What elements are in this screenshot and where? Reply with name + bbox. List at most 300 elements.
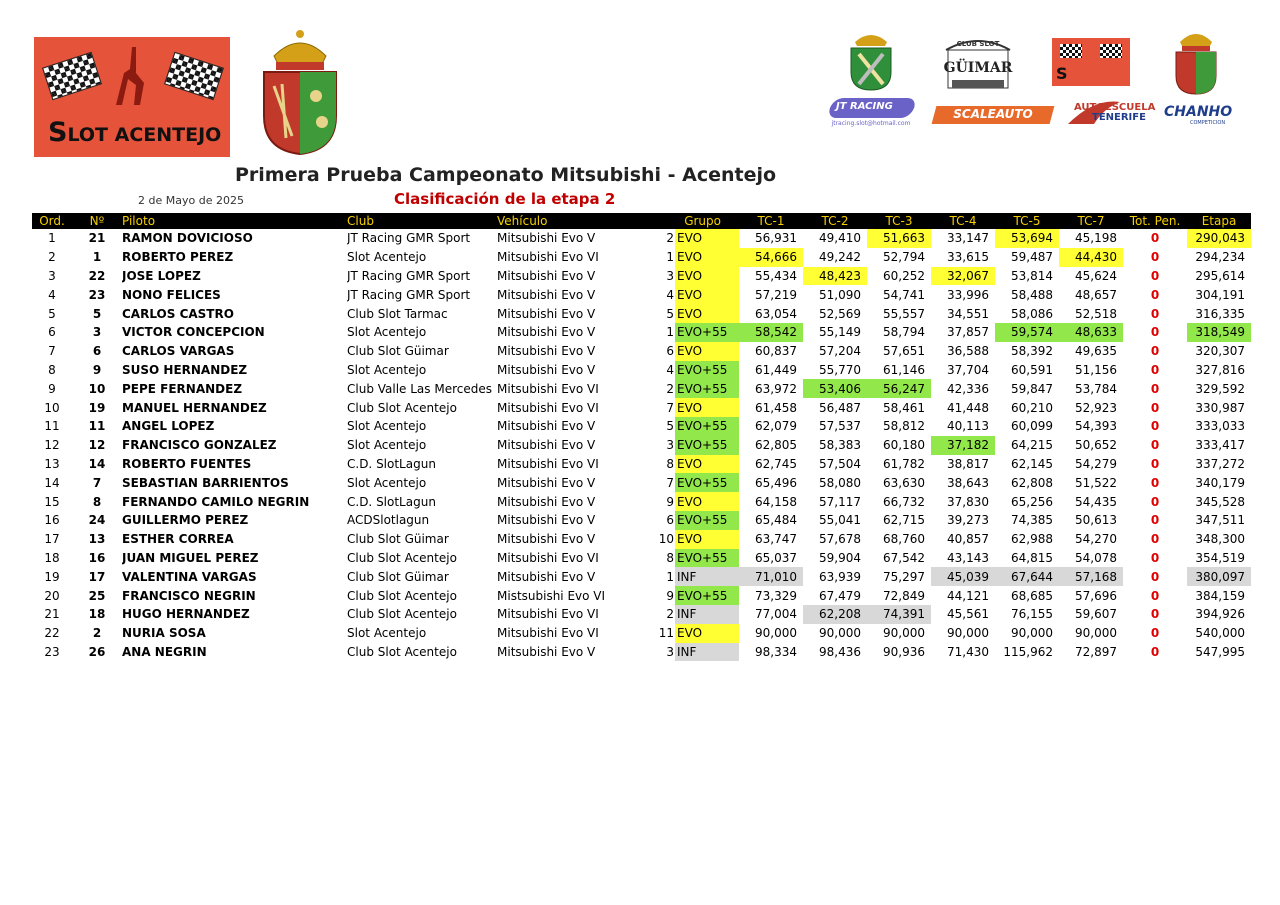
slot-acentejo-logo xyxy=(34,37,230,157)
cell-ord: 14 xyxy=(44,475,60,490)
cell-etapa: 340,179 xyxy=(1195,475,1245,490)
col-ord-header: Ord. xyxy=(32,213,72,229)
table-row xyxy=(32,267,1251,286)
cell-tc4: 42,336 xyxy=(947,381,989,396)
cell-ord: 9 xyxy=(48,381,56,396)
cell-penalty: 0 xyxy=(1150,588,1160,603)
cell-vehiculo: Mistsubishi Evo VI xyxy=(497,588,606,603)
racer-figure-icon xyxy=(112,43,156,113)
slot-acentejo-wordmark: SLOT ACENTEJO xyxy=(48,117,222,148)
cell-grupo: EVO xyxy=(675,267,739,286)
cell-penalty: 0 xyxy=(1150,456,1160,471)
cell-piloto: FERNANDO CAMILO NEGRIN xyxy=(122,494,310,509)
cell-group-position: 3 xyxy=(666,438,674,453)
cell-tc5: 58,392 xyxy=(1011,344,1053,359)
cell-penalty: 0 xyxy=(1150,607,1160,622)
cell-tc2: 98,436 xyxy=(819,644,861,659)
cell-vehiculo: Mitsubishi Evo V xyxy=(497,325,596,340)
cell-group-position: 1 xyxy=(666,569,674,584)
cell-piloto: RAMON DOVICIOSO xyxy=(122,231,253,246)
cell-tc5: 53,814 xyxy=(1011,268,1053,283)
cell-num: 19 xyxy=(88,400,106,415)
cell-tc4: 44,121 xyxy=(947,588,989,603)
cell-tc7: 48,633 xyxy=(1059,323,1123,342)
cell-tc5: 62,808 xyxy=(1011,475,1053,490)
cell-tc5: 60,591 xyxy=(1011,362,1053,377)
cell-club: Club Slot Acentejo xyxy=(347,644,457,659)
cell-num: 13 xyxy=(88,532,106,547)
table-row xyxy=(32,398,1251,417)
cell-group-position: 4 xyxy=(666,287,674,302)
cell-club: Club Slot Acentejo xyxy=(347,400,457,415)
cell-tc4: 43,143 xyxy=(947,550,989,565)
cell-club: Club Slot Tarmac xyxy=(347,306,448,321)
cell-etapa: 354,519 xyxy=(1195,550,1245,565)
cell-penalty: 0 xyxy=(1150,419,1160,434)
cell-ord: 17 xyxy=(44,532,60,547)
cell-tc1: 65,037 xyxy=(755,550,797,565)
col-tc2-header: TC-2 xyxy=(803,213,867,229)
cell-tc7: 57,696 xyxy=(1075,588,1117,603)
cell-num: 17 xyxy=(88,569,106,584)
cell-group-position: 11 xyxy=(658,626,674,641)
cell-tc2: 90,000 xyxy=(819,626,861,641)
cell-num: 7 xyxy=(92,475,102,490)
cell-penalty: 0 xyxy=(1150,325,1160,340)
cell-tc3: 61,146 xyxy=(883,362,925,377)
cell-ord: 22 xyxy=(44,626,60,641)
cell-num: 22 xyxy=(88,268,106,283)
cell-tc5: 60,210 xyxy=(1011,400,1053,415)
cell-tc5: 59,847 xyxy=(1011,381,1053,396)
cell-tc7: 59,607 xyxy=(1075,607,1117,622)
jt-racing-email: jtracing.slot@hotmail.com xyxy=(831,120,911,127)
cell-grupo: EVO xyxy=(675,492,739,511)
cell-tc3: 63,630 xyxy=(883,475,925,490)
cell-etapa: 318,549 xyxy=(1187,323,1251,342)
cell-group-position: 1 xyxy=(666,250,674,265)
cell-tc5: 115,962 xyxy=(1003,644,1053,659)
cell-club: JT Racing GMR Sport xyxy=(347,231,471,246)
table-row xyxy=(32,285,1251,304)
cell-tc2: 48,423 xyxy=(803,267,867,286)
cell-num: 23 xyxy=(88,287,106,302)
table-row xyxy=(32,624,1251,643)
col-penalty-header: Tot. Pen. xyxy=(1123,213,1187,229)
cell-tc1: 65,484 xyxy=(755,513,797,528)
cell-tc5: 64,215 xyxy=(1011,438,1053,453)
cell-tc3: 90,936 xyxy=(883,644,925,659)
cell-tc1: 73,329 xyxy=(755,588,797,603)
cell-etapa: 380,097 xyxy=(1187,567,1251,586)
cell-vehiculo: Mitsubishi Evo V xyxy=(497,513,596,528)
cell-tc4: 37,857 xyxy=(947,325,989,340)
cell-tc5: 74,385 xyxy=(1011,513,1053,528)
cell-ord: 13 xyxy=(44,456,60,471)
cell-num: 5 xyxy=(92,306,102,321)
cell-etapa: 320,307 xyxy=(1195,344,1245,359)
cell-tc3: 58,461 xyxy=(883,400,925,415)
cell-etapa: 294,234 xyxy=(1195,250,1245,265)
cell-penalty: 0 xyxy=(1150,569,1160,584)
cell-etapa: 333,417 xyxy=(1195,438,1245,453)
cell-vehiculo: Mitsubishi Evo V xyxy=(497,344,596,359)
cell-tc4: 90,000 xyxy=(947,626,989,641)
cell-tc7: 52,518 xyxy=(1075,306,1117,321)
cell-tc1: 60,837 xyxy=(755,344,797,359)
cell-penalty: 0 xyxy=(1150,231,1160,246)
cell-tc4: 34,551 xyxy=(947,306,989,321)
cell-tc4: 39,273 xyxy=(947,513,989,528)
cell-tc3: 62,715 xyxy=(883,513,925,528)
cell-vehiculo: Mitsubishi Evo VI xyxy=(497,400,599,415)
cell-tc2: 57,678 xyxy=(819,532,861,547)
cell-etapa: 345,528 xyxy=(1195,494,1245,509)
table-row xyxy=(32,229,1251,248)
cell-num: 18 xyxy=(88,607,106,622)
cell-etapa: 547,995 xyxy=(1195,644,1245,659)
cell-piloto: SEBASTIAN BARRIENTOS xyxy=(122,475,289,490)
cell-group-position: 2 xyxy=(666,231,674,246)
table-row xyxy=(32,361,1251,380)
cell-ord: 5 xyxy=(48,306,56,321)
cell-tc3: 52,794 xyxy=(883,250,925,265)
cell-tc4: 37,830 xyxy=(947,494,989,509)
cell-tc5: 62,145 xyxy=(1011,456,1053,471)
cell-club: C.D. SlotLagun xyxy=(347,494,436,509)
cell-grupo: EVO xyxy=(675,229,739,248)
guimar-coat-of-arms xyxy=(847,28,895,92)
cell-tc1: 57,219 xyxy=(755,287,797,302)
cell-piloto: PEPE FERNANDEZ xyxy=(122,381,243,396)
cell-club: Club Slot Güimar xyxy=(347,344,449,359)
cell-ord: 11 xyxy=(44,419,60,434)
cell-piloto: MANUEL HERNANDEZ xyxy=(122,400,267,415)
cell-grupo: EVO+55 xyxy=(675,436,739,455)
cell-tc5: 76,155 xyxy=(1011,607,1053,622)
cell-tc7: 54,078 xyxy=(1075,550,1117,565)
cell-tc5: 90,000 xyxy=(1011,626,1053,641)
cell-penalty: 0 xyxy=(1150,438,1160,453)
cell-grupo: EVO xyxy=(675,455,739,474)
cell-penalty: 0 xyxy=(1150,268,1160,283)
cell-grupo: EVO xyxy=(675,624,739,643)
cell-vehiculo: Mitsubishi Evo V xyxy=(497,569,596,584)
cell-vehiculo: Mitsubishi Evo V xyxy=(497,438,596,453)
cell-num: 25 xyxy=(88,588,106,603)
cell-tc5: 68,685 xyxy=(1011,588,1053,603)
cell-group-position: 9 xyxy=(666,494,674,509)
cell-ord: 8 xyxy=(48,362,56,377)
stage-subtitle: Clasificación de la etapa 2 xyxy=(394,190,616,208)
table-row xyxy=(32,567,1251,586)
cell-grupo: EVO+55 xyxy=(675,361,739,380)
cell-penalty: 0 xyxy=(1150,400,1160,415)
cell-etapa: 394,926 xyxy=(1195,607,1245,622)
cell-group-position: 8 xyxy=(666,456,674,471)
cell-club: Slot Acentejo xyxy=(347,362,427,377)
cell-tc1: 58,542 xyxy=(739,323,803,342)
cell-piloto: JUAN MIGUEL PEREZ xyxy=(122,550,259,565)
cell-tc1: 55,434 xyxy=(755,268,797,283)
cell-tc2: 55,041 xyxy=(819,513,861,528)
cell-tc2: 67,479 xyxy=(819,588,861,603)
cell-grupo: INF xyxy=(675,567,739,586)
cell-ord: 6 xyxy=(48,325,56,340)
cell-penalty: 0 xyxy=(1150,381,1160,396)
cell-grupo: EVO xyxy=(675,248,739,267)
cell-tc4: 32,067 xyxy=(931,267,995,286)
cell-piloto: GUILLERMO PEREZ xyxy=(122,513,249,528)
cell-tc3: 75,297 xyxy=(883,569,925,584)
cell-penalty: 0 xyxy=(1150,644,1160,659)
cell-tc2: 59,904 xyxy=(819,550,861,565)
cell-tc3: 54,741 xyxy=(883,287,925,302)
table-row xyxy=(32,549,1251,568)
cell-num: 3 xyxy=(92,325,102,340)
cell-vehiculo: Mitsubishi Evo VI xyxy=(497,250,599,265)
cell-num: 6 xyxy=(92,344,102,359)
cell-tc7: 54,435 xyxy=(1075,494,1117,509)
cell-num: 9 xyxy=(92,362,102,377)
cell-piloto: FRANCISCO GONZALEZ xyxy=(122,438,277,453)
cell-tc4: 37,704 xyxy=(947,362,989,377)
cell-group-position: 2 xyxy=(666,607,674,622)
cell-tc1: 64,158 xyxy=(755,494,797,509)
cell-vehiculo: Mitsubishi Evo VI xyxy=(497,456,599,471)
cell-club: Club Slot Güimar xyxy=(347,532,449,547)
cell-group-position: 7 xyxy=(666,400,674,415)
cell-tc3: 60,252 xyxy=(883,268,925,283)
cell-vehiculo: Mitsubishi Evo V xyxy=(497,287,596,302)
checkered-flag-icon xyxy=(1060,44,1082,58)
cell-tc1: 61,449 xyxy=(755,362,797,377)
cell-num: 8 xyxy=(92,494,102,509)
cell-tc1: 54,666 xyxy=(739,248,803,267)
cell-vehiculo: Mitsubishi Evo V xyxy=(497,306,596,321)
cell-num: 14 xyxy=(88,456,106,471)
cell-tc3: 66,732 xyxy=(883,494,925,509)
cell-tc1: 61,458 xyxy=(755,400,797,415)
cell-piloto: CARLOS VARGAS xyxy=(122,344,235,359)
cell-grupo: EVO+55 xyxy=(675,473,739,492)
cell-tc4: 37,182 xyxy=(931,436,995,455)
jt-racing-text: JT RACING xyxy=(836,101,893,112)
cell-group-position: 7 xyxy=(666,475,674,490)
cell-piloto: ANA NEGRIN xyxy=(122,644,207,659)
cell-club: Slot Acentejo xyxy=(347,419,427,434)
cell-tc4: 38,643 xyxy=(947,475,989,490)
cell-tc7: 54,279 xyxy=(1075,456,1117,471)
cell-piloto: VICTOR CONCEPCION xyxy=(122,325,265,340)
cell-tc2: 55,770 xyxy=(819,362,861,377)
cell-tc1: 56,931 xyxy=(755,231,797,246)
cell-tc3: 90,000 xyxy=(883,626,925,641)
table-row xyxy=(32,417,1251,436)
cell-num: 2 xyxy=(92,626,102,641)
cell-group-position: 5 xyxy=(666,306,674,321)
cell-num: 12 xyxy=(88,438,106,453)
cell-club: C.D. SlotLagun xyxy=(347,456,436,471)
cell-tc7: 51,156 xyxy=(1075,362,1117,377)
cell-tc4: 71,430 xyxy=(947,644,989,659)
cell-tc1: 63,054 xyxy=(755,306,797,321)
cell-tc1: 62,079 xyxy=(755,419,797,434)
cell-num: 16 xyxy=(88,550,106,565)
cell-ord: 2 xyxy=(48,250,56,265)
cell-tc5: 62,988 xyxy=(1011,532,1053,547)
small-logo-letter: S xyxy=(1056,64,1068,83)
cell-etapa: 329,592 xyxy=(1195,381,1245,396)
cell-group-position: 9 xyxy=(666,588,674,603)
cell-tc7: 53,784 xyxy=(1075,381,1117,396)
cell-club: Slot Acentejo xyxy=(347,475,427,490)
cell-tc4: 41,448 xyxy=(947,400,989,415)
cell-etapa: 290,043 xyxy=(1187,229,1251,248)
cell-vehiculo: Mitsubishi Evo VI xyxy=(497,607,599,622)
col-piloto-header: Piloto xyxy=(122,213,347,229)
cell-penalty: 0 xyxy=(1150,362,1160,377)
acentejo-coat-of-arms xyxy=(260,26,340,158)
club-slot-guimar-logo xyxy=(938,36,1018,94)
cell-grupo: EVO+55 xyxy=(675,511,739,530)
cell-tc7: 57,168 xyxy=(1059,567,1123,586)
cell-num: 24 xyxy=(88,513,106,528)
checkered-flag-icon xyxy=(42,52,102,100)
cell-tc1: 63,972 xyxy=(755,381,797,396)
checkered-flag-icon xyxy=(1100,44,1122,58)
cell-num: 10 xyxy=(88,381,106,396)
cell-tc5: 59,487 xyxy=(1011,250,1053,265)
cell-vehiculo: Mitsubishi Evo V xyxy=(497,494,596,509)
table-row xyxy=(32,643,1251,662)
cell-tc3: 55,557 xyxy=(883,306,925,321)
cell-tc2: 49,410 xyxy=(819,231,861,246)
cell-tc2: 56,487 xyxy=(819,400,861,415)
guimar-logo-title: GÜIMAR xyxy=(943,60,1013,76)
table-row xyxy=(32,455,1251,474)
cell-ord: 10 xyxy=(44,400,60,415)
cell-group-position: 6 xyxy=(666,344,674,359)
results-table xyxy=(32,213,1251,661)
cell-tc1: 65,496 xyxy=(755,475,797,490)
page-title: Primera Prueba Campeonato Mitsubishi - Acentejo xyxy=(235,164,777,186)
tenerife-text: TENERIFE xyxy=(1092,112,1146,123)
cell-piloto: NURIA SOSA xyxy=(122,626,206,641)
cell-group-position: 2 xyxy=(666,381,674,396)
cell-ord: 16 xyxy=(44,513,60,528)
cell-club: Club Slot Güimar xyxy=(347,569,449,584)
cell-piloto: ANGEL LOPEZ xyxy=(122,419,215,434)
cell-tc5: 53,694 xyxy=(995,229,1059,248)
slot-acentejo-small-logo xyxy=(1052,38,1130,86)
cell-tc4: 33,147 xyxy=(947,231,989,246)
cell-group-position: 8 xyxy=(666,550,674,565)
cell-vehiculo: Mitsubishi Evo VI xyxy=(497,381,599,396)
cell-tc7: 72,897 xyxy=(1075,644,1117,659)
cell-penalty: 0 xyxy=(1150,532,1160,547)
jt-racing-logo xyxy=(822,96,918,132)
cell-grupo: INF xyxy=(675,643,739,662)
cell-piloto: ESTHER CORREA xyxy=(122,532,234,547)
cell-ord: 7 xyxy=(48,344,56,359)
cell-tc7: 48,657 xyxy=(1075,287,1117,302)
cell-penalty: 0 xyxy=(1150,287,1160,302)
cell-tc2: 52,569 xyxy=(819,306,861,321)
cell-tc3: 61,782 xyxy=(883,456,925,471)
cell-num: 26 xyxy=(88,644,106,659)
cell-tc3: 72,849 xyxy=(883,588,925,603)
cell-grupo: EVO+55 xyxy=(675,323,739,342)
cell-club: Slot Acentejo xyxy=(347,626,427,641)
cell-club: Club Slot Acentejo xyxy=(347,588,457,603)
cell-group-position: 10 xyxy=(658,532,674,547)
cell-vehiculo: Mitsubishi Evo VI xyxy=(497,626,599,641)
col-vehiculo-header: Vehículo xyxy=(497,213,647,229)
cell-tc4: 33,996 xyxy=(947,287,989,302)
cell-piloto: FRANCISCO NEGRIN xyxy=(122,588,256,603)
cell-tc7: 49,635 xyxy=(1075,344,1117,359)
col-num-header: Nº xyxy=(72,213,122,229)
table-row xyxy=(32,323,1251,342)
col-tc4-header: TC-4 xyxy=(931,213,995,229)
cell-etapa: 333,033 xyxy=(1195,419,1245,434)
cell-tc2: 62,208 xyxy=(803,605,867,624)
cell-etapa: 540,000 xyxy=(1195,626,1245,641)
cell-tc4: 40,113 xyxy=(947,419,989,434)
cell-tc1: 63,747 xyxy=(755,532,797,547)
cell-piloto: NONO FELICES xyxy=(122,287,221,302)
cell-tc1: 98,334 xyxy=(755,644,797,659)
table-row xyxy=(32,605,1251,624)
col-grupo-header: Grupo xyxy=(647,213,739,229)
cell-piloto: CARLOS CASTRO xyxy=(122,306,234,321)
cell-tc4: 45,561 xyxy=(947,607,989,622)
chanho-text: CHANHO xyxy=(1164,104,1233,120)
cell-club: Slot Acentejo xyxy=(347,438,427,453)
cell-piloto: ROBERTO FUENTES xyxy=(122,456,252,471)
cell-tc7: 52,923 xyxy=(1075,400,1117,415)
cell-club: Club Slot Acentejo xyxy=(347,550,457,565)
cell-penalty: 0 xyxy=(1150,494,1160,509)
cell-etapa: 304,191 xyxy=(1195,287,1245,302)
cell-tc3: 58,794 xyxy=(883,325,925,340)
cell-ord: 12 xyxy=(44,438,60,453)
cell-tc3: 67,542 xyxy=(883,550,925,565)
cell-club: ACDSlotlagun xyxy=(347,513,430,528)
cell-ord: 21 xyxy=(44,607,60,622)
table-row xyxy=(32,530,1251,549)
cell-tc4: 38,817 xyxy=(947,456,989,471)
cell-tc1: 90,000 xyxy=(755,626,797,641)
cell-vehiculo: Mitsubishi Evo V xyxy=(497,532,596,547)
cell-penalty: 0 xyxy=(1150,250,1160,265)
table-row xyxy=(32,586,1251,605)
cell-piloto: JOSE LOPEZ xyxy=(122,268,201,283)
cell-etapa: 316,335 xyxy=(1195,306,1245,321)
cell-grupo: EVO+55 xyxy=(675,417,739,436)
cell-club: Slot Acentejo xyxy=(347,325,427,340)
cell-penalty: 0 xyxy=(1150,475,1160,490)
cell-tc7: 50,613 xyxy=(1075,513,1117,528)
cell-penalty: 0 xyxy=(1150,626,1160,641)
guimar-logo-caption: CLUB SLOT xyxy=(956,40,1000,48)
cell-ord: 19 xyxy=(44,569,60,584)
cell-tc7: 54,270 xyxy=(1075,532,1117,547)
cell-club: Club Slot Acentejo xyxy=(347,607,457,622)
cell-grupo: EVO xyxy=(675,342,739,361)
col-etapa-header: Etapa xyxy=(1187,213,1251,229)
